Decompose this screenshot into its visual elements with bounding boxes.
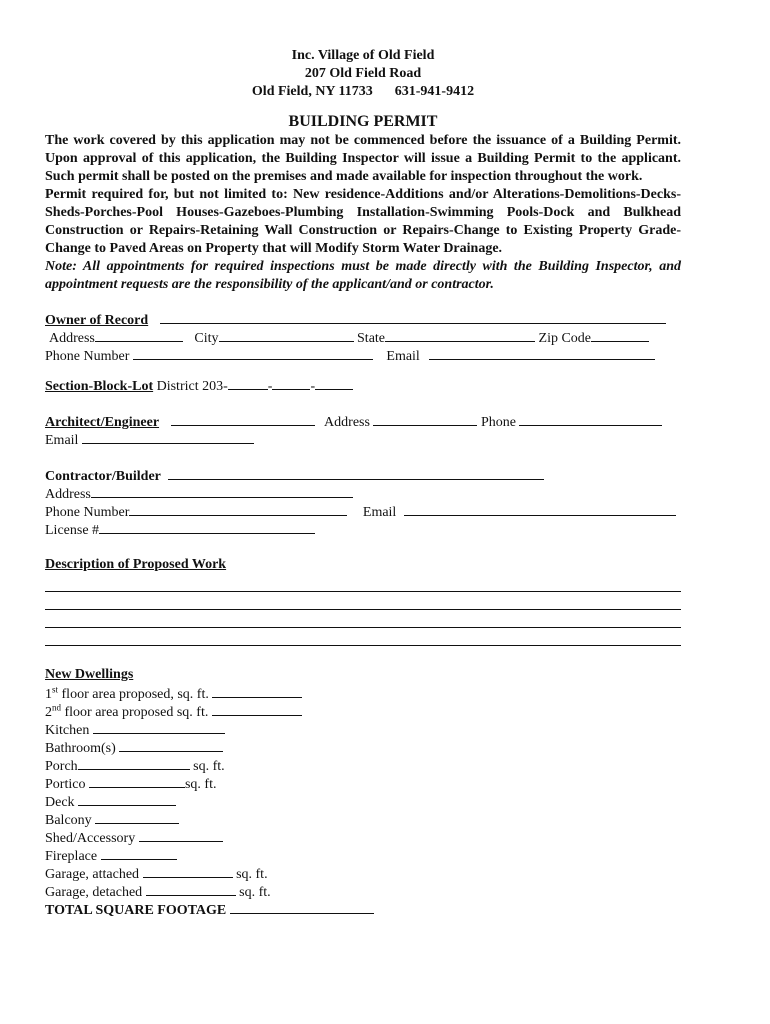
- balcony-label: Balcony: [45, 813, 92, 828]
- second-floor-label: floor area proposed sq. ft.: [64, 705, 209, 720]
- bathrooms-row: [45, 738, 681, 756]
- owner-row: [45, 310, 681, 328]
- owner-address-label: Address: [49, 331, 95, 346]
- contractor-email-label: Email: [362, 505, 397, 520]
- intro-paragraph: The work covered by this application may not be commenced before the issuance of a Building Permit. Upon approval of this application, the Building Inspector will issue a Building Permit to the applicant. Such permit shall be posted on the premises and made available for inspection throughout the work.: [45, 133, 681, 184]
- owner-phone-row: [45, 346, 681, 364]
- permit-page: [45, 47, 681, 918]
- garage-detached-field[interactable]: [146, 882, 236, 896]
- description-heading-row: [45, 556, 681, 574]
- portico-field[interactable]: [89, 774, 185, 788]
- fireplace-field[interactable]: [101, 846, 177, 860]
- shed-label: Shed/Accessory: [45, 831, 136, 846]
- sbl-section-field[interactable]: [228, 376, 268, 390]
- garage-attached-unit: sq. ft.: [236, 867, 268, 882]
- deck-label: Deck: [45, 795, 75, 810]
- bathrooms-label: Bathroom(s): [45, 741, 116, 756]
- porch-label: Porch: [45, 759, 78, 774]
- contractor-phone-label: Phone Number: [45, 505, 130, 520]
- kitchen-label: Kitchen: [45, 723, 90, 738]
- second-floor-row: [45, 702, 681, 720]
- second-floor-sup: nd: [52, 702, 61, 713]
- sbl-block-field[interactable]: [272, 376, 310, 390]
- kitchen-field[interactable]: [93, 720, 225, 734]
- contractor-license-label: License #: [45, 523, 100, 538]
- village-city-phone: [45, 83, 681, 101]
- village-header: [45, 47, 681, 101]
- description-line-2[interactable]: [45, 592, 681, 610]
- deck-field[interactable]: [78, 792, 176, 806]
- porch-field[interactable]: [78, 756, 190, 770]
- village-phone: 631-941-9412: [394, 84, 475, 99]
- owner-address-row: [45, 328, 681, 346]
- owner-zip-label: Zip Code: [538, 331, 592, 346]
- owner-name-field[interactable]: [160, 310, 666, 324]
- owner-phone-label: Phone Number: [45, 349, 130, 364]
- architect-row: [45, 412, 681, 430]
- sbl-row: [45, 376, 681, 394]
- architect-email-field[interactable]: [82, 430, 254, 444]
- architect-phone-field[interactable]: [519, 412, 662, 426]
- village-name: Inc. Village of Old Field: [291, 48, 435, 63]
- architect-heading: Architect/Engineer: [45, 415, 160, 430]
- total-label: TOTAL SQUARE FOOTAGE: [45, 903, 227, 918]
- required-paragraph: Permit required for, but not limited to: New residence-Additions and/or Alterations-Demolitions-Decks-Sheds-Porches-Pool Houses-Gazeboes-Plumbing Installation-Swimming Pools-Dock and Bulkhead Construction or Repairs-Retaining Wall Construction or Repairs-Change to Existing Property Grade-Change to Paved Areas on Property that will Modify Storm Water Drainage.: [45, 187, 681, 256]
- sbl-dash-1: -: [267, 379, 273, 394]
- description-line-3[interactable]: [45, 610, 681, 628]
- note-paragraph: Note: All appointments for required inspections must be made directly with the Building Inspector, and appointment requests are the responsibility of the applicant/and or contractor.: [45, 259, 681, 292]
- garage-detached-unit: sq. ft.: [239, 885, 271, 900]
- sbl-district-label: District 203-: [156, 379, 228, 394]
- balcony-row: [45, 810, 681, 828]
- portico-row: [45, 774, 681, 792]
- sbl-dash-2: -: [310, 379, 316, 394]
- contractor-name-field[interactable]: [168, 466, 544, 480]
- description-heading: Description of Proposed Work: [45, 557, 227, 572]
- shed-field[interactable]: [139, 828, 223, 842]
- contractor-address-field[interactable]: [91, 484, 353, 498]
- fireplace-row: [45, 846, 681, 864]
- architect-address-field[interactable]: [373, 412, 477, 426]
- fireplace-label: Fireplace: [45, 849, 98, 864]
- porch-row: [45, 756, 681, 774]
- first-floor-num: 1: [45, 687, 52, 702]
- owner-city-field[interactable]: [219, 328, 354, 342]
- garage-detached-label: Garage, detached: [45, 885, 143, 900]
- second-floor-num: 2: [45, 705, 52, 720]
- owner-address-field[interactable]: [95, 328, 183, 342]
- architect-name-field[interactable]: [171, 412, 315, 426]
- owner-email-label: Email: [386, 349, 420, 364]
- contractor-address-row: [45, 484, 681, 502]
- owner-phone-field[interactable]: [133, 346, 373, 360]
- total-field[interactable]: [230, 900, 374, 914]
- sbl-heading: Section-Block-Lot: [45, 379, 154, 394]
- owner-email-field[interactable]: [429, 346, 655, 360]
- porch-unit: sq. ft.: [193, 759, 225, 774]
- page-title: BUILDING PERMIT: [288, 113, 438, 130]
- contractor-heading: Contractor/Builder: [45, 469, 161, 484]
- first-floor-field[interactable]: [212, 684, 302, 698]
- garage-detached-row: [45, 882, 681, 900]
- portico-label: Portico: [45, 777, 86, 792]
- village-street: 207 Old Field Road: [304, 66, 422, 81]
- contractor-phone-row: [45, 502, 681, 520]
- village-city-state: Old Field, NY 11733: [251, 84, 373, 99]
- first-floor-sup: st: [52, 684, 59, 695]
- dwellings-heading: New Dwellings: [45, 667, 134, 682]
- description-line-1[interactable]: [45, 574, 681, 592]
- deck-row: [45, 792, 681, 810]
- owner-heading: Owner of Record: [45, 313, 149, 328]
- garage-attached-row: [45, 864, 681, 882]
- owner-state-field[interactable]: [385, 328, 535, 342]
- sbl-lot-field[interactable]: [315, 376, 353, 390]
- contractor-address-label: Address: [45, 487, 91, 502]
- contractor-license-row: [45, 520, 681, 538]
- second-floor-field[interactable]: [212, 702, 302, 716]
- first-floor-label: floor area proposed, sq. ft.: [61, 687, 209, 702]
- architect-email-row: [45, 430, 681, 448]
- owner-state-label: State: [357, 331, 386, 346]
- contractor-email-field[interactable]: [404, 502, 676, 516]
- architect-email-label: Email: [45, 433, 79, 448]
- kitchen-row: [45, 720, 681, 738]
- portico-unit: sq. ft.: [184, 777, 217, 792]
- balcony-field[interactable]: [95, 810, 179, 824]
- owner-zip-field[interactable]: [591, 328, 649, 342]
- architect-address-label: Address: [324, 415, 370, 430]
- owner-city-label: City: [194, 331, 219, 346]
- architect-phone-label: Phone: [480, 415, 516, 430]
- contractor-phone-field[interactable]: [129, 502, 347, 516]
- dwellings-heading-row: [45, 666, 681, 684]
- first-floor-row: [45, 684, 681, 702]
- garage-attached-field[interactable]: [143, 864, 233, 878]
- shed-row: [45, 828, 681, 846]
- contractor-license-field[interactable]: [99, 520, 315, 534]
- garage-attached-label: Garage, attached: [45, 867, 140, 882]
- contractor-row: [45, 466, 681, 484]
- total-row: [45, 900, 681, 918]
- bathrooms-field[interactable]: [119, 738, 223, 752]
- description-line-4[interactable]: [45, 628, 681, 646]
